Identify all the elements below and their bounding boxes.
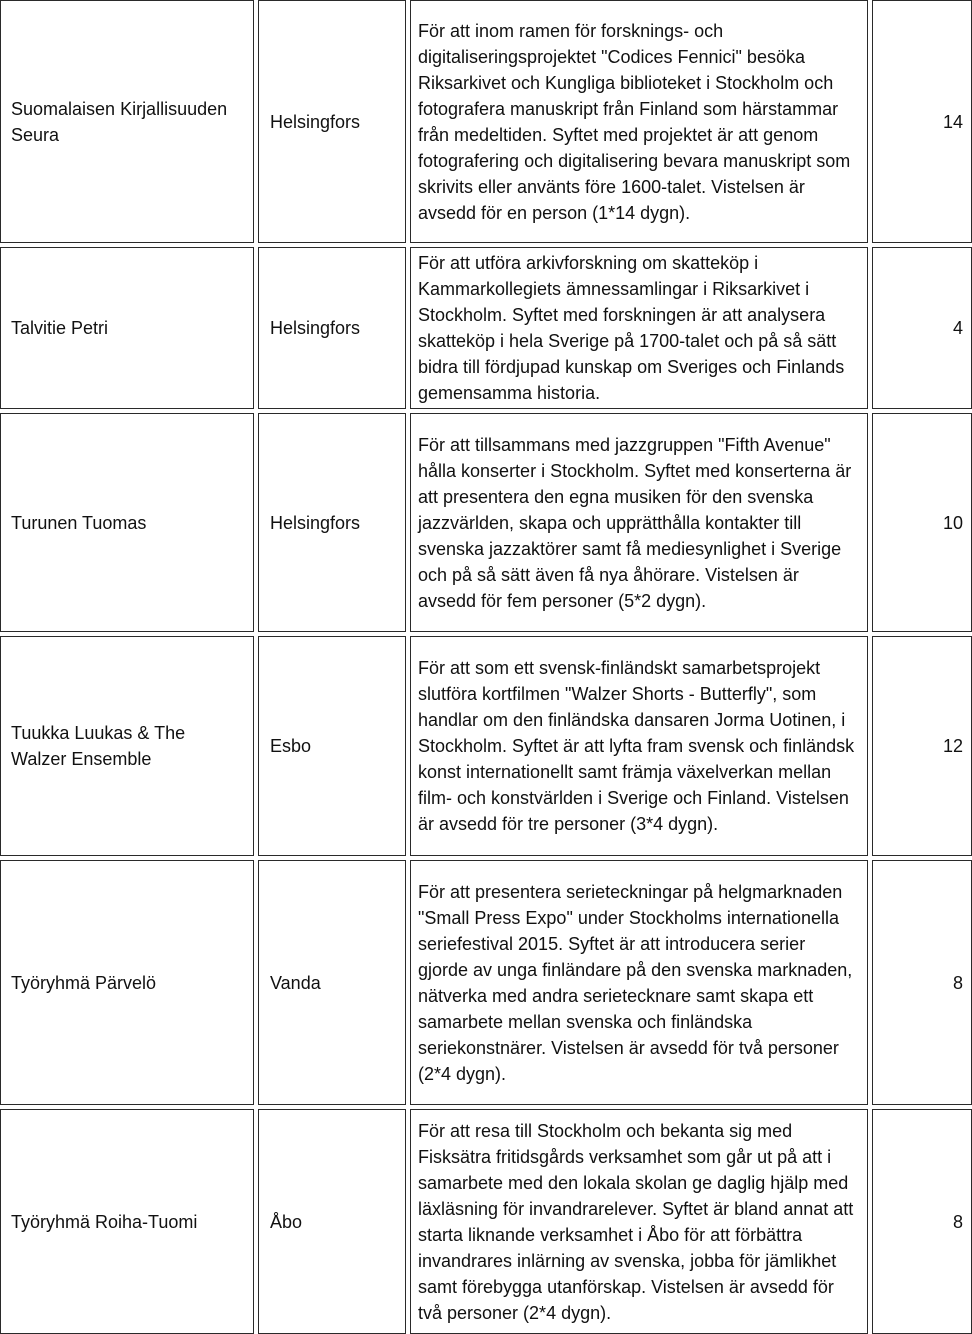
applicant-name: Suomalaisen Kirjallisuuden Seura [11,98,228,145]
description-cell [410,413,868,632]
applicant-name: Työryhmä Pärvelö [11,972,157,993]
applicant-name: Talvitie Petri [11,318,109,338]
city-cell [258,247,406,409]
days-cell [872,413,972,632]
description-cell [410,0,868,243]
days-cell [872,1109,972,1334]
city-cell [258,0,406,243]
applicant-name-cell [0,1109,254,1334]
days-cell [872,247,972,409]
applicant-name-cell [0,0,254,243]
city-cell [258,636,406,856]
description-cell [410,860,868,1105]
applicant-name-cell [0,413,254,632]
description: För att presentera serieteckningar på helgmarknaden "Small Press Expo" under Stockholms internationella seriefestival 2015. Syftet är att introducera serier gjorde av unga finländare på den svenska marknaden, nätverka med andra serietecknare samt skapa ett samarbete mellan svenska och finländska seriekonstnärer. Vistelsen är avsedd för två personer (2*4 dygn). [418,881,853,1084]
applicant-name-cell [0,636,254,856]
description: För att utföra arkivforskning om skatteköp i Kammarkollegiets ämnessamlingar i Riksarkivet i Stockholm. Syftet med forskningen är att analysera skatteköp i hela Sverige på 1700-talet och på så sätt bidra till fördjupad kunskap om Sveriges och Finlands gemensamma historia. [418,253,845,403]
description: För att resa till Stockholm och bekanta sig med Fisksätra fritidsgårds verksamhet som går ut på att i samarbete med den lokala skolan ge daglig hjälp med läxläsning för invandrarelever. Syftet är bland annat att starta liknande verksamhet i Åbo för att förbättra invandrares inlärning av svenska, jobba för jämlikhet samt förebygga utanförskap. Vistelsen är avsedd för två personer (2*4 dygn). [418,1120,854,1323]
applicant-name-cell [0,247,254,409]
city: Vanda [270,972,321,993]
city: Esbo [270,736,312,756]
days: 8 [952,972,963,993]
city: Helsingfors [270,318,361,338]
days-cell [872,860,972,1105]
description: För att inom ramen för forsknings- och digitaliseringsprojektet "Codices Fennici" besöka Riksarkivet och Kungliga biblioteket i Stockholm och fotografera manuskript från Finland som härstammar från medeltiden. Syftet med projektet är att genom fotografering och digitalisering bevara manuskript som skrivits eller använts före 1600-talet. Vistelsen är avsedd för en person (1*14 dygn). [418,20,851,223]
days-cell [872,0,972,243]
days: 4 [952,318,963,338]
description-cell [410,636,868,856]
city: Åbo [270,1211,303,1232]
days-cell [872,636,972,856]
description: För att som ett svensk-finländskt samarbetsprojekt slutföra kortfilmen "Walzer Shorts - Butterfly", som handlar om den finländska dansaren Jorma Uotinen, i Stockholm. Syftet är att lyfta fram svensk och finländsk konst internationellt samt främja växelverkan mellan film- och konstvärlden i Sverige och Finland. Vistelsen är avsedd för tre personer (3*4 dygn). [418,658,855,834]
city-cell [258,860,406,1105]
description-cell [410,247,868,409]
days: 12 [942,736,963,756]
city-cell [258,1109,406,1334]
description: För att tillsammans med jazzgruppen "Fifth Avenue" hålla konserter i Stockholm. Syftet med konserterna är att presentera den egna musiken för den svenska jazzvärlden, skapa och upprätthålla kontakter till svenska jazzaktörer samt få mediesynlighet i Sverige och på så sätt även få nya åhörare. Vistelsen är avsedd för fem personer (5*2 dygn). [418,434,852,611]
days: 10 [942,512,963,533]
applicant-name: Tuukka Luukas & The Walzer Ensemble [11,723,186,769]
applicant-name: Työryhmä Roiha-Tuomi [11,1211,198,1232]
city-cell [258,413,406,632]
city: Helsingfors [270,512,361,533]
description-cell [410,1109,868,1334]
applicant-name: Turunen Tuomas [11,512,147,533]
days: 8 [952,1211,963,1232]
days: 14 [942,111,963,132]
applicant-name-cell [0,860,254,1105]
city: Helsingfors [270,111,361,132]
